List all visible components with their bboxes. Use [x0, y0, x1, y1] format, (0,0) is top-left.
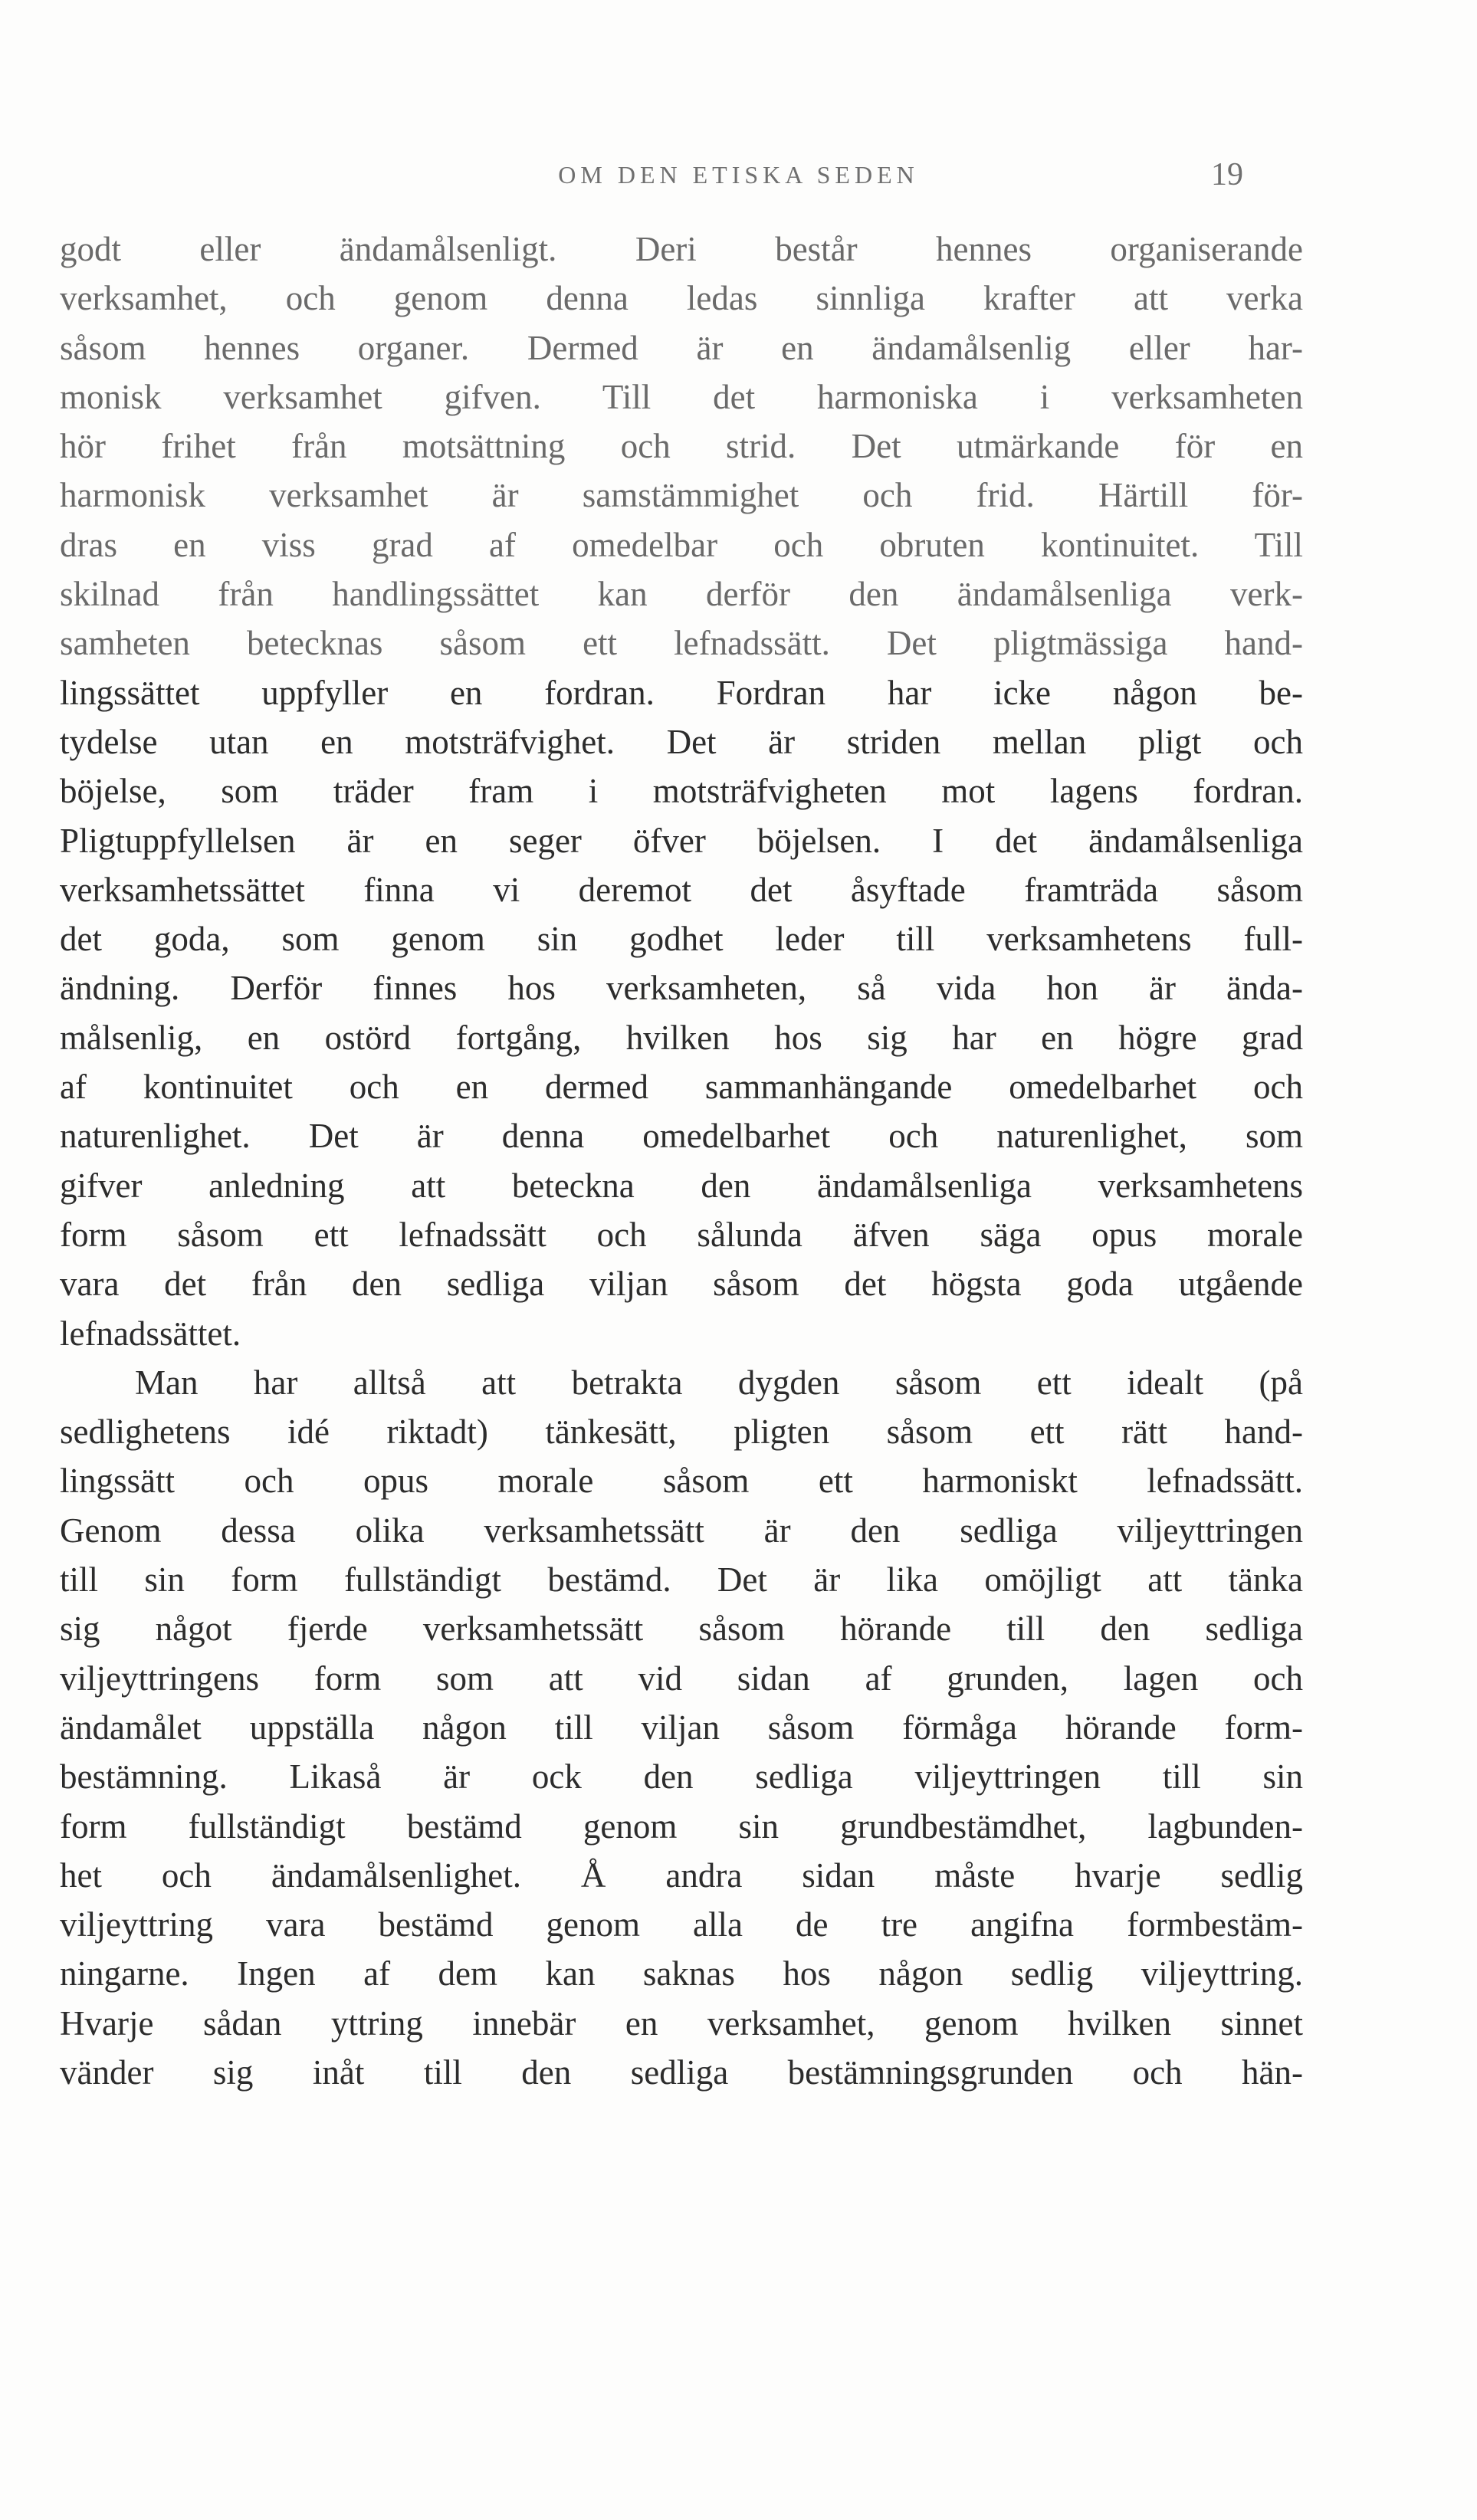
text-line: Pligtuppfyllelsen är en seger öfver böjelsen. I det ändamålsenliga	[60, 821, 1303, 860]
text-line: Man har alltså att betrakta dygden såsom ett idealt (på	[135, 1363, 1303, 1402]
text-line: såsom hennes organer. Dermed är en ändamålsenlig eller har-	[60, 328, 1303, 367]
text-line: monisk verksamhet gifven. Till det harmoniska i verksamheten	[60, 377, 1303, 416]
text-line: viljeyttring vara bestämd genom alla de tre angifna formbestäm-	[60, 1905, 1303, 1944]
text-line: verksamhetssättet finna vi deremot det åsyftade framträda såsom	[60, 870, 1303, 909]
text-line: gifver anledning att beteckna den ändamålsenliga verksamhetens	[60, 1166, 1303, 1205]
text-line: hör frihet från motsättning och strid. Det utmärkande för en	[60, 427, 1303, 466]
text-line: het och ändamålsenlighet. Å andra sidan måste hvarje sedlig	[60, 1856, 1303, 1895]
text-line: böjelse, som träder fram i motsträfvigheten mot lagens fordran.	[60, 772, 1303, 811]
text-line: harmonisk verksamhet är samstämmighet och frid. Härtill för-	[60, 476, 1303, 515]
text-line: lingssättet uppfyller en fordran. Fordran har icke någon be-	[60, 673, 1303, 712]
text-line: målsenlig, en ostörd fortgång, hvilken hos sig har en högre grad	[60, 1018, 1303, 1057]
text-line: lingssätt och opus morale såsom ett harmoniskt lefnadssätt.	[60, 1462, 1303, 1501]
text-line: till sin form fullständigt bestämd. Det är lika omöjligt att tänka	[60, 1560, 1303, 1600]
text-line: Genom dessa olika verksamhetssätt är den sedliga viljeyttringen	[60, 1511, 1303, 1550]
text-line: af kontinuitet och en dermed sammanhängande omedelbarhet och	[60, 1068, 1303, 1107]
text-line: sedlighetens idé riktadt) tänkesätt, pligten såsom ett rätt hand-	[60, 1413, 1303, 1452]
text-line: form fullständigt bestämd genom sin grundbestämdhet, lagbunden-	[60, 1806, 1303, 1846]
text-line: ningarne. Ingen af dem kan saknas hos någon sedlig viljeyttring.	[60, 1954, 1303, 1993]
text-line: samheten betecknas såsom ett lefnadssätt. Det pligtmässiga hand-	[60, 624, 1303, 663]
text-line: Hvarje sådan yttring innebär en verksamhet, genom hvilken sinnet	[60, 2003, 1303, 2043]
text-line: ändamålet uppställa någon till viljan såsom förmåga hörande form-	[60, 1708, 1303, 1747]
text-line: viljeyttringens form som att vid sidan af grunden, lagen och	[60, 1659, 1303, 1698]
text-line: tydelse utan en motsträfvighet. Det är striden mellan pligt och	[60, 722, 1303, 761]
text-line: vänder sig inåt till den sedliga bestämningsgrunden och hän-	[60, 2052, 1303, 2092]
page-number: 19	[1211, 157, 1243, 192]
text-line: lefnadssättet.	[60, 1314, 241, 1353]
body-text	[60, 225, 1303, 2097]
text-line: godt eller ändamålsenligt. Deri består hennes organiserande	[60, 230, 1303, 268]
text-line: dras en viss grad af omedelbar och obruten kontinuitet. Till	[60, 525, 1303, 564]
text-line: sig något fjerde verksamhetssätt såsom hörande till den sedliga	[60, 1609, 1303, 1649]
text-line: det goda, som genom sin godhet leder till verksamhetens full-	[60, 920, 1303, 959]
text-line: naturenlighet. Det är denna omedelbarhet och naturenlighet, som	[60, 1117, 1303, 1156]
text-line: verksamhet, och genom denna ledas sinnliga krafter att verka	[60, 279, 1303, 318]
running-title: OM DEN ETISKA SEDEN	[558, 161, 919, 189]
text-line: skilnad från handlingssättet kan derför den ändamålsenliga verk-	[60, 575, 1303, 614]
running-head	[0, 153, 1477, 199]
text-line: form såsom ett lefnadssätt och sålunda äfven säga opus morale	[60, 1215, 1303, 1254]
text-line: ändning. Derför finnes hos verksamheten, så vida hon är ända-	[60, 969, 1303, 1008]
text-line: bestämning. Likaså är ock den sedliga viljeyttringen till sin	[60, 1757, 1303, 1796]
text-line: vara det från den sedliga viljan såsom det högsta goda utgående	[60, 1265, 1303, 1304]
